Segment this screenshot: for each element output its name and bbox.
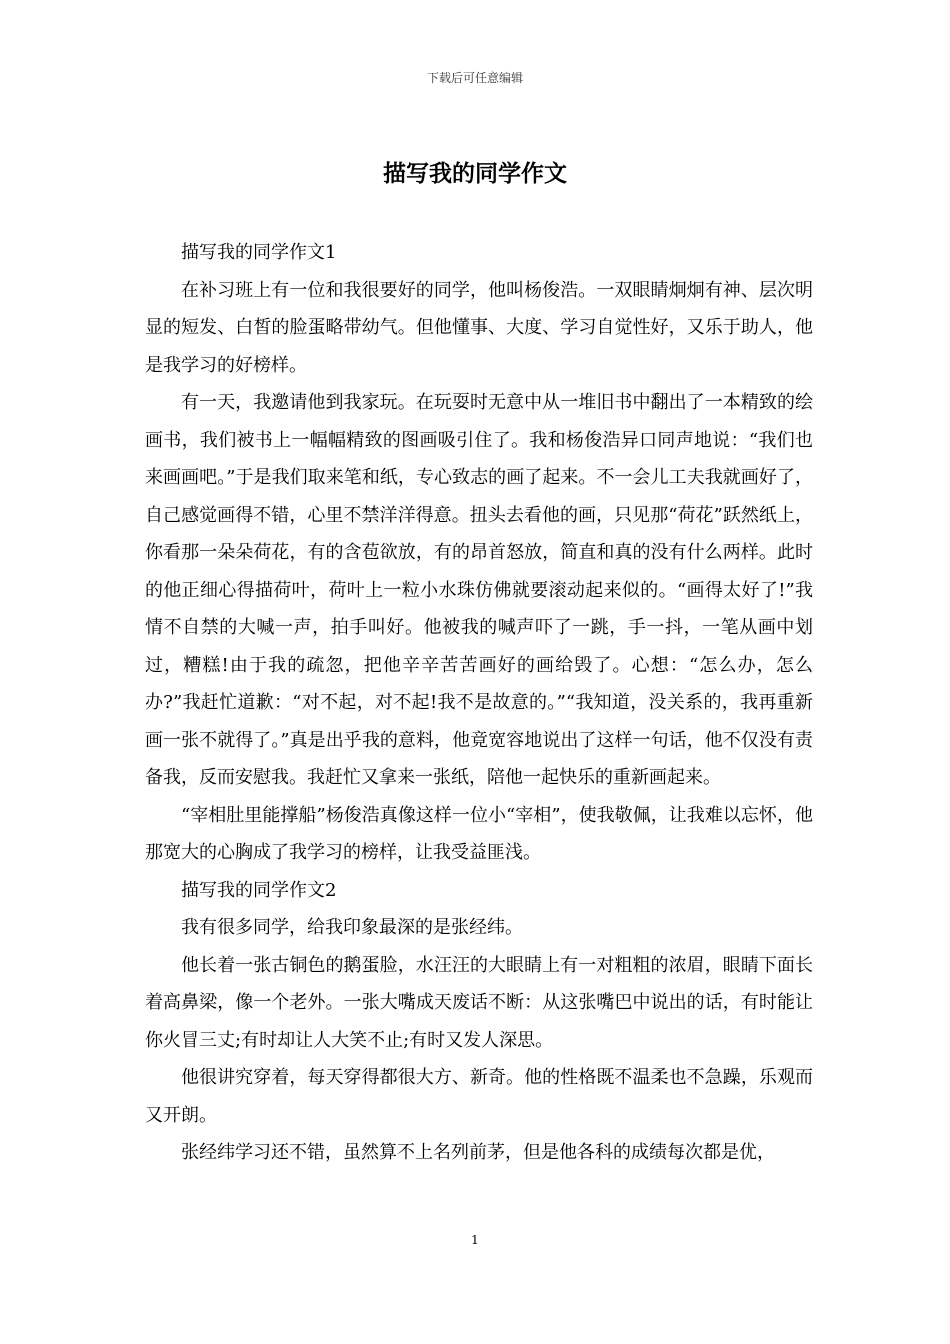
body-paragraph: 在补习班上有一位和我很要好的同学，他叫杨俊浩。一双眼睛炯炯有神、层次明显的短发、白皙的脸蛋略带幼气。但他懂事、大度、学习自觉性好，又乐于助人，他是我学习的好榜样。	[145, 279, 813, 376]
essay-heading-2: 描写我的同学作文2	[181, 879, 337, 901]
essay-heading-1: 描写我的同学作文1	[181, 242, 337, 263]
document-title: 描写我的同学作文	[383, 160, 567, 187]
body-paragraph: 他长着一张古铜色的鹅蛋脸，水汪汪的大眼睛上有一对粗粗的浓眉，眼睛下面长着高鼻梁，像一个老外。一张大嘴成天废话不断：从这张嘴巴中说出的话，有时能让你火冒三丈;有时却让人大笑不止;有时又发人深思。	[145, 954, 813, 1051]
body-paragraph: 他很讲究穿着，每天穿得都很大方、新奇。他的性格既不温柔也不急躁，乐观而又开朗。	[145, 1067, 813, 1126]
body-paragraph: 张经纬学习还不错，虽然算不上名列前茅，但是他各科的成绩每次都是优，	[181, 1142, 775, 1163]
body-paragraph: 有一天，我邀请他到我家玩。在玩耍时无意中从一堆旧书中翻出了一本精致的绘画书，我们被书上一幅幅精致的图画吸引住了。我和杨俊浩异口同声地说：“我们也来画画吧。”于是我们取来笔和纸，专心致志的画了起来。不一会儿工夫我就画好了，自己感觉画得不错，心里不禁洋洋得意。扭头去看他的画，只见那“荷花”跃然纸上，你看那一朵朵荷花，有的含苞欲放，有的昂首怒放，简直和真的没有什么两样。此时的他正细心得描荷叶，荷叶上一粒小水珠仿佛就要滚动起来似的。“画得太好了!”我情不自禁的大喊一声，拍手叫好。他被我的喊声吓了一跳，手一抖，一笔从画中划过，糟糕!由于我的疏忽，把他辛辛苦苦画好的画给毁了。心想：“怎么办，怎么办?”我赶忙道歉：“对不起，对不起!我不是故意的。”“我知道，没关系的，我再重新画一张不就得了。”真是出乎我的意料，他竟宽容地说出了这样一句话，他不仅没有责备我，反而安慰我。我赶忙又拿来一张纸，陪他一起快乐的重新画起来。	[145, 392, 813, 788]
body-paragraph: “宰相肚里能撑船”杨俊浩真像这样一位小“宰相”，使我敬佩，让我难以忘怀，他那宽大的心胸成了我学习的榜样，让我受益匪浅。	[145, 804, 813, 863]
page-number: 1	[471, 1233, 479, 1247]
page-header-note: 下载后可任意编辑	[426, 71, 523, 85]
document-body	[145, 234, 813, 1172]
body-paragraph: 我有很多同学，给我印象最深的是张经纬。	[181, 917, 523, 938]
